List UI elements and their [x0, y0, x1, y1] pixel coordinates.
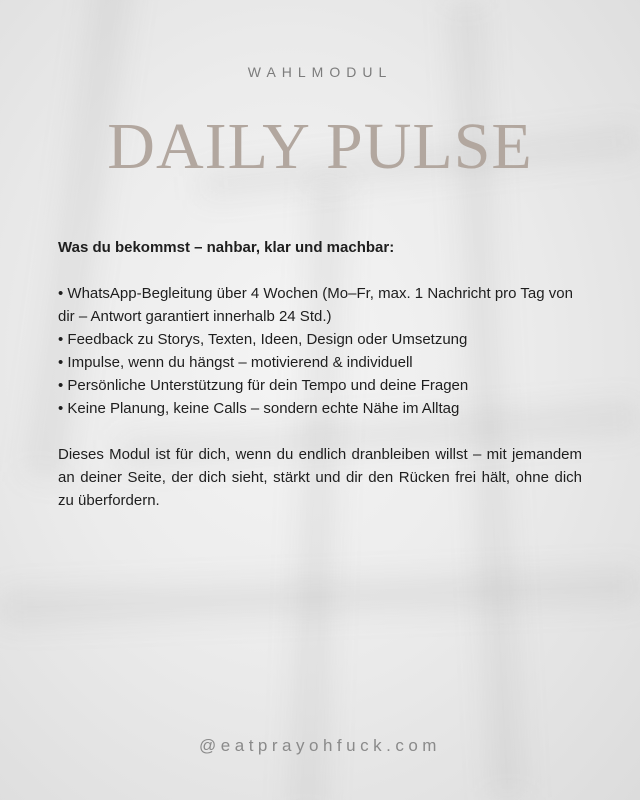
- description-paragraph: Dieses Modul ist für dich, wenn du endlich dranbleiben willst – mit jemandem an deiner Seite, der dich sieht, stärkt und dir den Rücken frei hält, ohne dich zu überfordern.: [58, 446, 582, 509]
- list-item: • Keine Planung, keine Calls – sondern echte Nähe im Alltag: [58, 400, 460, 417]
- page-title: DAILY PULSE: [107, 110, 533, 183]
- list-item: • Feedback zu Storys, Texten, Ideen, Design oder Umsetzung: [58, 331, 468, 348]
- eyebrow-label: WAHLMODUL: [247, 64, 393, 80]
- list-item: • Persönliche Unterstützung für dein Tempo und deine Fragen: [58, 377, 469, 394]
- content-block: [58, 236, 582, 512]
- social-handle: @eatprayohfuck.com: [199, 736, 441, 755]
- list-item: • WhatsApp-Begleitung über 4 Wochen (Mo–Fr, max. 1 Nachricht pro Tag von dir – Antwort garantiert innerhalb 24 Std.): [58, 285, 573, 325]
- benefit-list: [58, 282, 582, 420]
- section-heading: Was du bekommst – nahbar, klar und machbar:: [58, 239, 395, 256]
- list-item: • Impulse, wenn du hängst – motivierend & individuell: [58, 354, 413, 371]
